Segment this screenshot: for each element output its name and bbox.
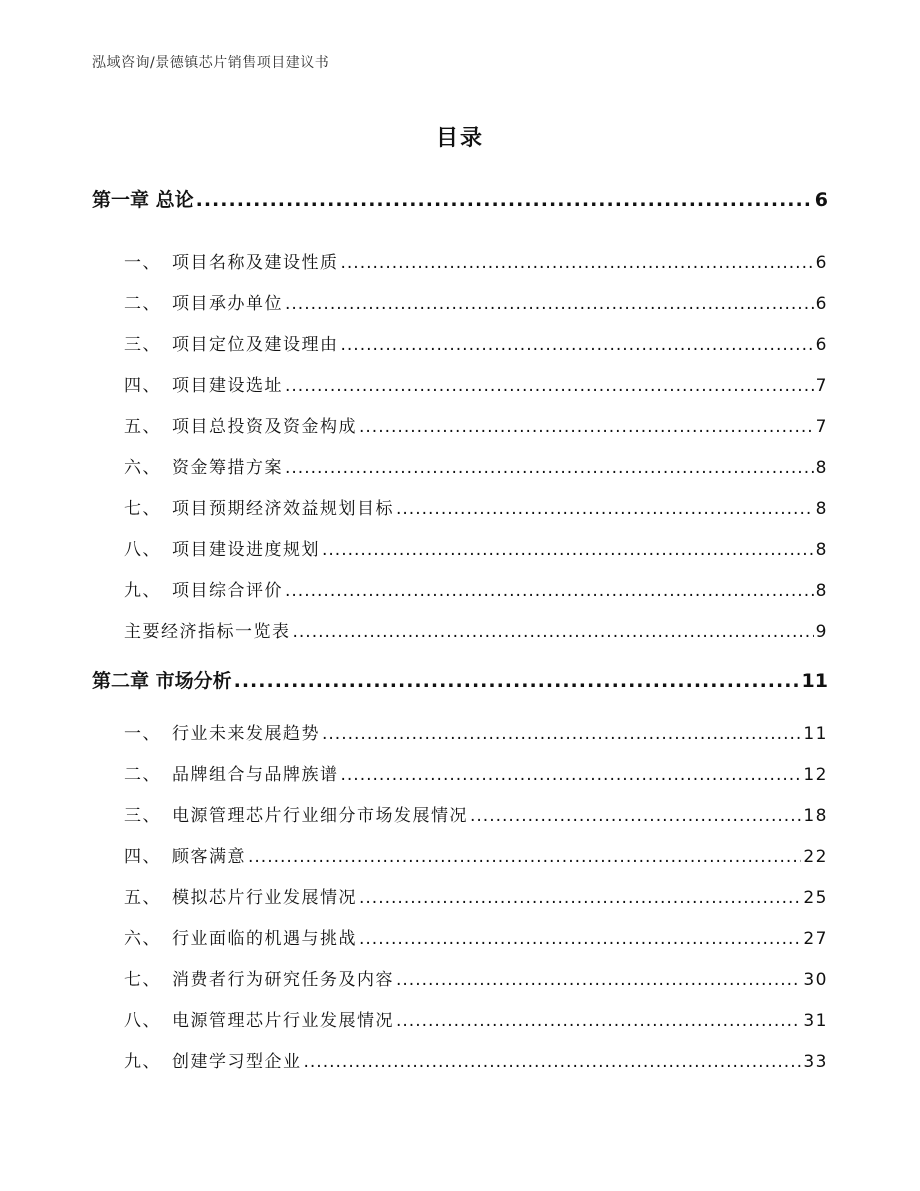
entry-number: 八、 xyxy=(124,540,161,560)
dot-leader xyxy=(293,622,814,642)
chapter-label: 第二章 市场分析 xyxy=(92,670,232,692)
toc-chapter-1[interactable] xyxy=(92,185,828,212)
toc-entry[interactable] xyxy=(124,924,828,949)
entry-number: 六、 xyxy=(124,929,161,949)
dot-leader xyxy=(248,847,801,867)
dot-leader xyxy=(285,376,814,396)
dot-leader xyxy=(359,417,814,437)
page-number: 6 xyxy=(815,294,828,314)
entry-title: 消费者行为研究任务及内容 xyxy=(172,970,394,990)
entry-number: 三、 xyxy=(124,335,161,355)
page-number: 27 xyxy=(803,929,828,949)
toc-entry[interactable] xyxy=(124,1006,828,1031)
toc-entry[interactable] xyxy=(124,719,828,744)
dot-leader xyxy=(285,458,814,478)
page-number: 8 xyxy=(815,540,828,560)
page-number: 7 xyxy=(815,417,828,437)
entry-number: 五、 xyxy=(124,417,161,437)
page-number: 6 xyxy=(815,253,828,273)
dot-leader xyxy=(304,1052,802,1072)
page-number: 30 xyxy=(803,970,828,990)
dot-leader xyxy=(234,670,800,692)
page-number: 6 xyxy=(815,335,828,355)
entry-title: 项目综合评价 xyxy=(172,581,283,601)
page-header: 泓域咨询/景德镇芯片销售项目建议书 xyxy=(92,55,330,71)
entry-title: 顾客满意 xyxy=(172,847,246,867)
toc-entry[interactable] xyxy=(124,412,828,437)
page-number: 18 xyxy=(803,806,828,826)
entry-number: 七、 xyxy=(124,970,161,990)
dot-leader xyxy=(341,335,814,355)
dot-leader xyxy=(396,499,814,519)
entry-title: 电源管理芯片行业发展情况 xyxy=(172,1011,394,1031)
dot-leader xyxy=(396,1011,801,1031)
entry-title: 项目建设进度规划 xyxy=(172,540,320,560)
entry-number: 九、 xyxy=(124,1052,161,1072)
dot-leader xyxy=(285,581,814,601)
entry-title: 品牌组合与品牌族谱 xyxy=(172,765,339,785)
toc-entry[interactable] xyxy=(124,842,828,867)
entry-number: 四、 xyxy=(124,376,161,396)
toc-entry[interactable] xyxy=(124,371,828,396)
toc-entry[interactable] xyxy=(124,453,828,478)
toc-entry[interactable] xyxy=(124,760,828,785)
page-number: 11 xyxy=(801,670,828,692)
toc-entry[interactable] xyxy=(124,248,828,273)
page-number: 31 xyxy=(803,1011,828,1031)
entry-title: 项目定位及建设理由 xyxy=(172,335,339,355)
toc-entry[interactable] xyxy=(124,965,828,990)
page-number: 7 xyxy=(815,376,828,396)
dot-leader xyxy=(396,970,801,990)
entry-number: 一、 xyxy=(124,253,161,273)
page-number: 25 xyxy=(803,888,828,908)
toc-chapter-2[interactable] xyxy=(92,666,828,693)
dot-leader xyxy=(322,540,814,560)
entry-title: 项目承办单位 xyxy=(172,294,283,314)
dot-leader xyxy=(285,294,814,314)
entry-title: 项目名称及建设性质 xyxy=(172,253,339,273)
dot-leader xyxy=(196,189,813,211)
entry-title: 项目总投资及资金构成 xyxy=(172,417,357,437)
page-number: 6 xyxy=(814,189,828,211)
page-number: 22 xyxy=(803,847,828,867)
page-title: 目录 xyxy=(435,126,484,151)
page-number: 33 xyxy=(803,1052,828,1072)
entry-number: 二、 xyxy=(124,294,161,314)
dot-leader xyxy=(322,724,801,744)
toc-entry[interactable] xyxy=(124,330,828,355)
dot-leader xyxy=(359,929,801,949)
entry-title: 项目预期经济效益规划目标 xyxy=(172,499,394,519)
toc-entry[interactable] xyxy=(124,494,828,519)
entry-title: 行业未来发展趋势 xyxy=(172,724,320,744)
chapter-label: 第一章 总论 xyxy=(92,189,194,211)
page-number: 8 xyxy=(815,458,828,478)
entry-number: 三、 xyxy=(124,806,161,826)
toc-entry[interactable] xyxy=(124,617,828,642)
page-number: 11 xyxy=(803,724,828,744)
toc-entry[interactable] xyxy=(124,576,828,601)
entry-number: 八、 xyxy=(124,1011,161,1031)
toc-entry[interactable] xyxy=(124,1047,828,1072)
entry-number: 二、 xyxy=(124,765,161,785)
page-number: 8 xyxy=(815,499,828,519)
dot-leader xyxy=(470,806,801,826)
page-number: 12 xyxy=(803,765,828,785)
entry-number: 九、 xyxy=(124,581,161,601)
entry-number: 一、 xyxy=(124,724,161,744)
entry-title: 主要经济指标一览表 xyxy=(124,622,291,642)
entry-title: 模拟芯片行业发展情况 xyxy=(172,888,357,908)
entry-title: 资金筹措方案 xyxy=(172,458,283,478)
toc-entry[interactable] xyxy=(124,289,828,314)
toc-entry[interactable] xyxy=(124,535,828,560)
entry-number: 四、 xyxy=(124,847,161,867)
entry-number: 六、 xyxy=(124,458,161,478)
page-number: 8 xyxy=(815,581,828,601)
entry-title: 创建学习型企业 xyxy=(172,1052,302,1072)
toc-entry[interactable] xyxy=(124,801,828,826)
page-number: 9 xyxy=(815,622,828,642)
entry-title: 电源管理芯片行业细分市场发展情况 xyxy=(172,806,468,826)
dot-leader xyxy=(341,253,814,273)
entry-number: 七、 xyxy=(124,499,161,519)
dot-leader xyxy=(341,765,802,785)
entry-title: 项目建设选址 xyxy=(172,376,283,396)
dot-leader xyxy=(359,888,801,908)
entry-number: 五、 xyxy=(124,888,161,908)
toc-entry[interactable] xyxy=(124,883,828,908)
entry-title: 行业面临的机遇与挑战 xyxy=(172,929,357,949)
